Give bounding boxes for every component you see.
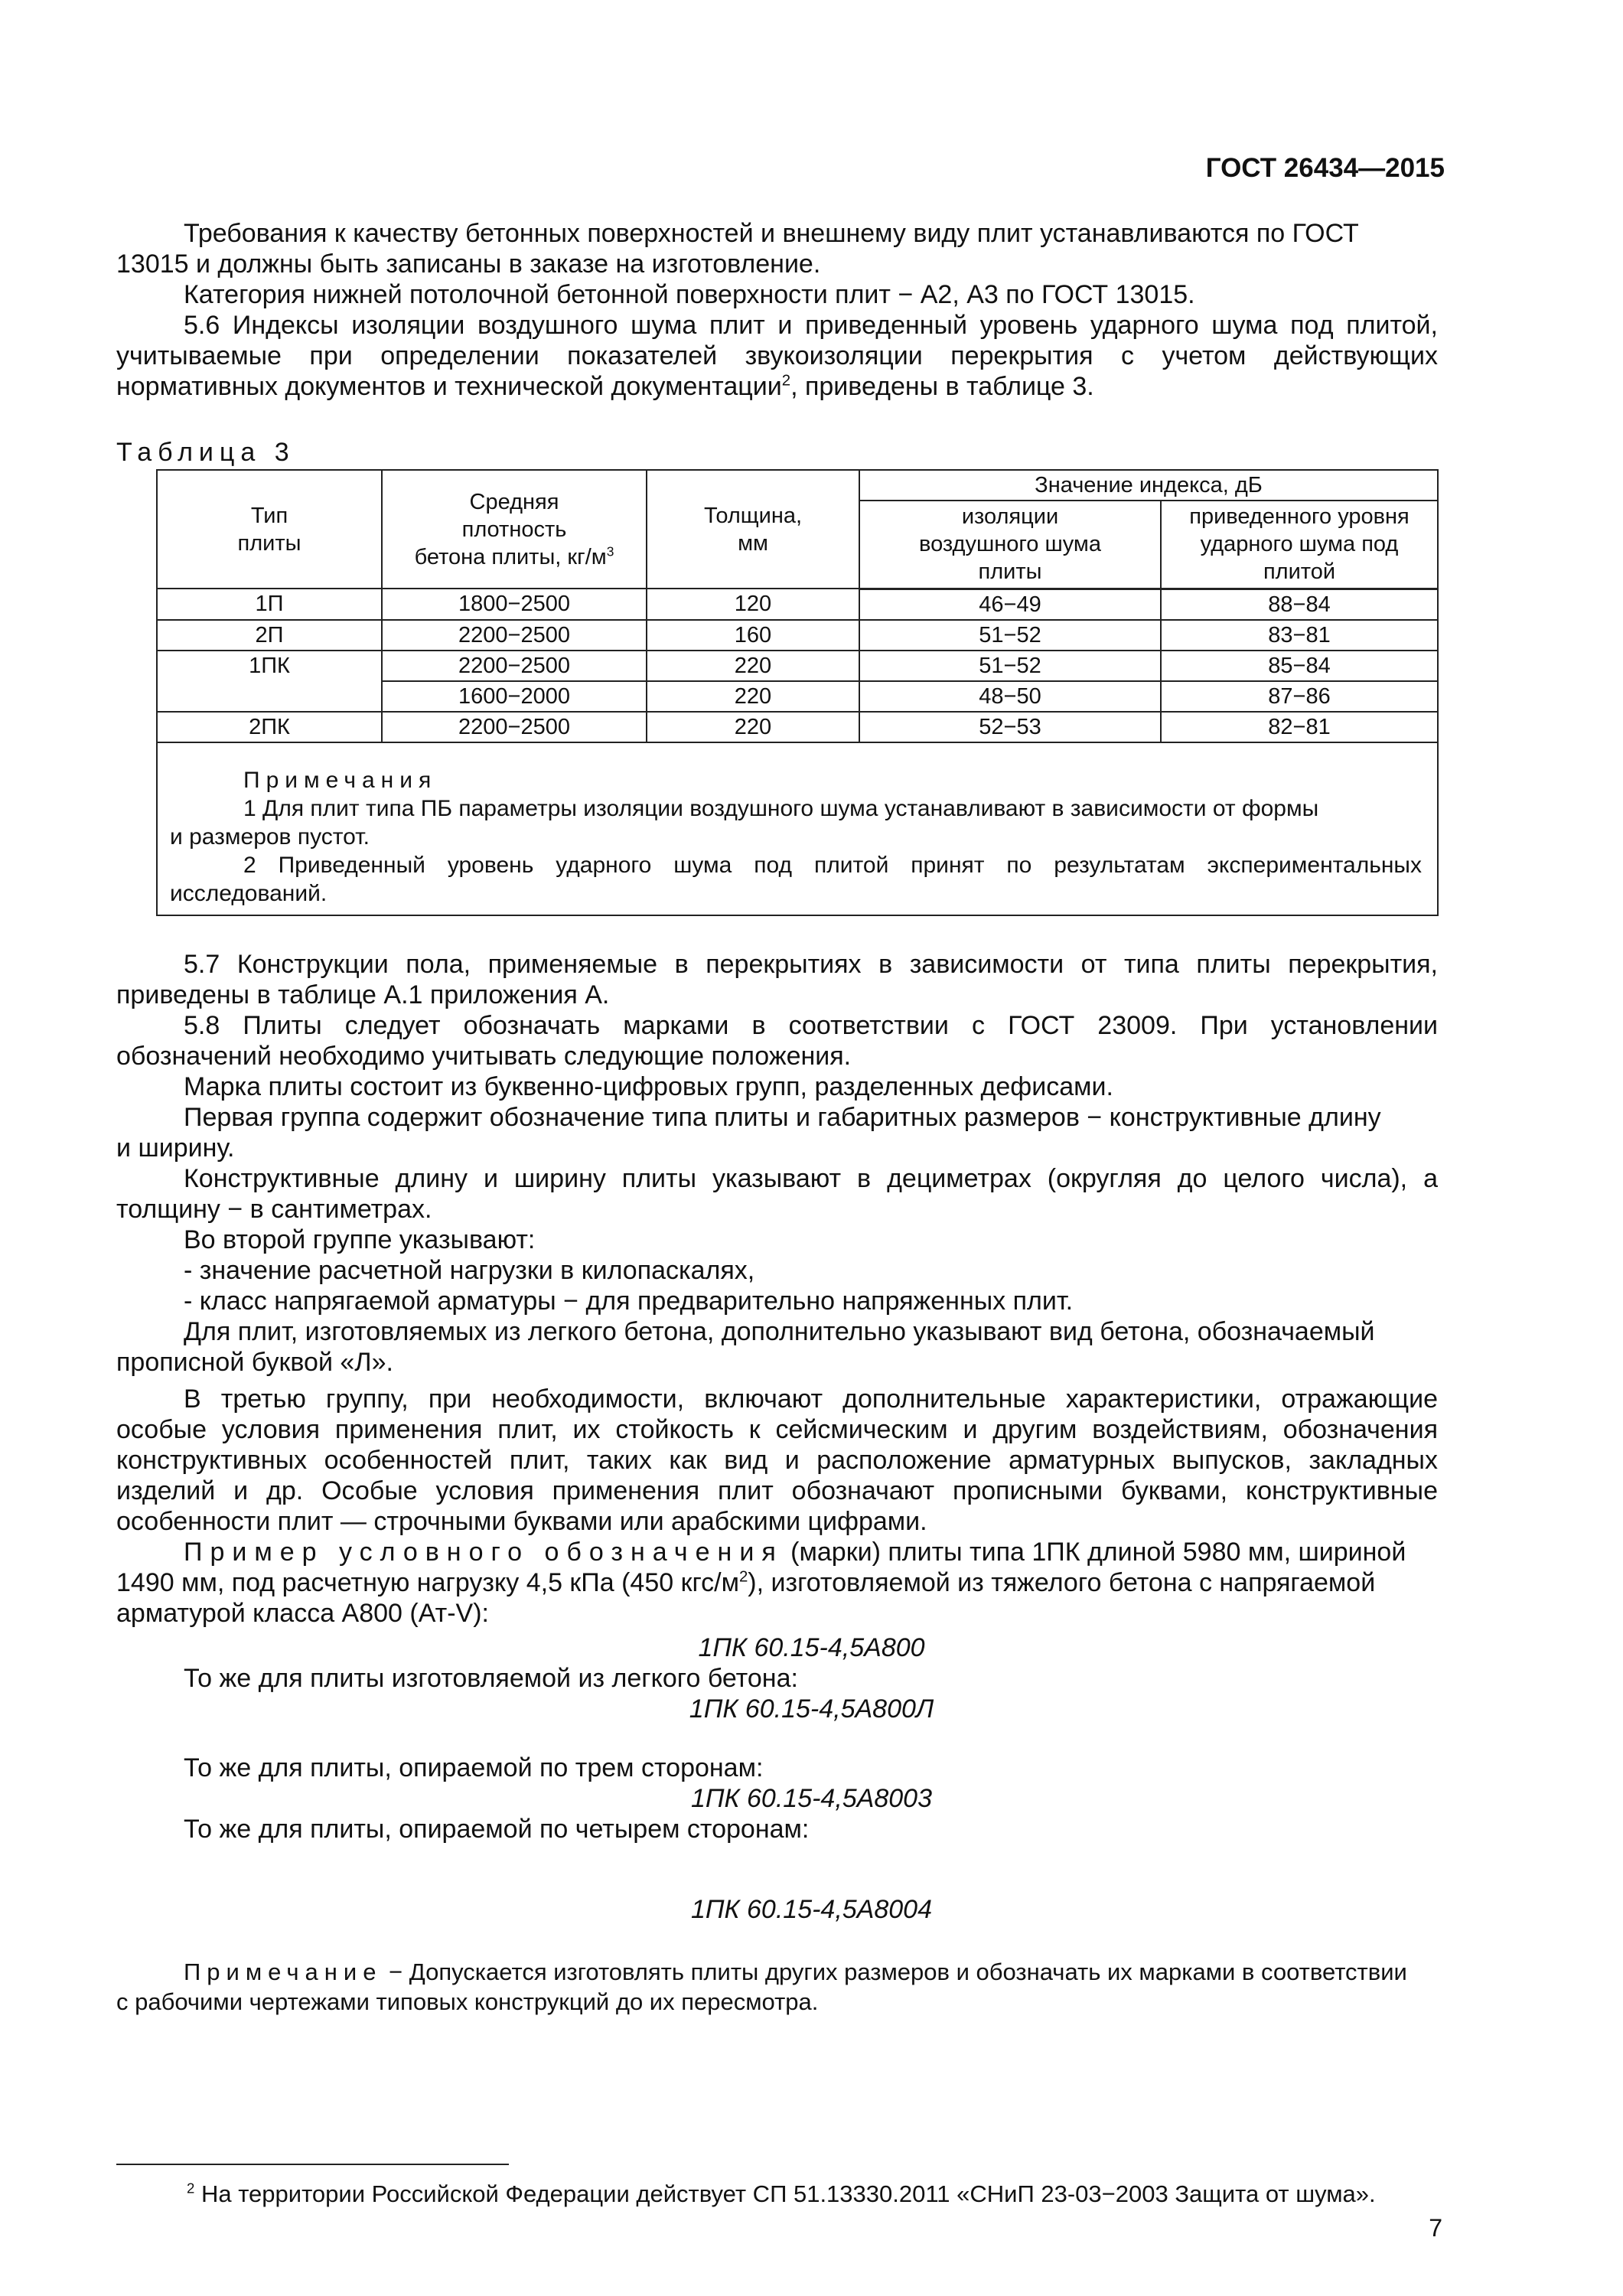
- note-2-line1: 2 Приведенный уровень ударного шума под плитой принят по результатам экспериментальных: [243, 852, 1422, 878]
- same-four: То же для плиты, опираемой по четырем сторонам:: [184, 1815, 810, 1844]
- col-header-impact: приведенного уровня ударного шума под плитой: [1161, 501, 1438, 589]
- mark-example-3: 1ПК 60.15-4,5А8003: [690, 1784, 932, 1813]
- document-header: ГОСТ 26434—2015: [1205, 153, 1445, 183]
- table-row: 1ПК 2200−2500 220 51−52 85−84: [157, 651, 1438, 681]
- p-third-line5: особенности плит — строчными буквами или арабскими цифрами.: [116, 1507, 927, 1536]
- s57-line2: приведены в таблице А.1 приложения А.: [116, 980, 610, 1009]
- note-line1: Примечание − Допускается изготовлять плиты других размеров и обозначать их марками в соответствии: [184, 1958, 1407, 1985]
- table-3: [156, 469, 1439, 916]
- intro-p1-line1: Требования к качеству бетонных поверхностей и внешнему виду плит устанавливаются по ГОСТ: [184, 219, 1359, 248]
- note-1-line2: и размеров пустот.: [170, 823, 370, 850]
- table-row: 2П 2200−2500 160 51−52 83−81: [157, 620, 1438, 651]
- p-first-line2: и ширину.: [116, 1133, 235, 1163]
- intro-p3-line3: нормативных документов и технической документации$^2$, приведены в таблице 3.: [116, 372, 1094, 401]
- p-third-line2: особые условия применения плит, их стойкость к сейсмическим и другим воздействиям, обозначения: [116, 1415, 1438, 1444]
- p-second: Во второй группе указывают:: [184, 1225, 536, 1254]
- p-light-line1: Для плит, изготовляемых из легкого бетона, дополнительно указывают вид бетона, обозначаемый: [184, 1317, 1375, 1346]
- list-item-1: - значение расчетной нагрузки в килопаскалях,: [184, 1256, 755, 1285]
- same-light: То же для плиты изготовляемой из легкого бетона:: [184, 1664, 798, 1693]
- p-first-line1: Первая группа содержит обозначение типа плиты и габаритных размеров − конструктивные длину: [184, 1103, 1381, 1132]
- intro-p3-line2: учитываемые при определении показателей звукоизоляции перекрытия с учетом действующих: [116, 341, 1438, 370]
- col-header-index-group: Значение индекса, дБ: [859, 470, 1438, 501]
- s58-line2: обозначений необходимо учитывать следующие положения.: [116, 1042, 852, 1071]
- notes-title: Примечания: [243, 767, 438, 793]
- s58-line1: 5.8 Плиты следует обозначать марками в соответствии с ГОСТ 23009. При установлении: [184, 1011, 1438, 1040]
- mark-example-1: 1ПК 60.15-4,5А800: [698, 1633, 925, 1662]
- col-header-density: Средняя плотность бетона плиты, $кг/м^3$: [382, 470, 647, 589]
- mark-example-4: 1ПК 60.15-4,5А8004: [690, 1895, 932, 1924]
- p-third-line4: изделий и др. Особые условия применения плит обозначают прописными буквами, конструктивные: [116, 1476, 1438, 1505]
- s57-line1: 5.7 Конструкции пола, применяемые в перекрытиях в зависимости от типа плиты перекрытия,: [184, 950, 1438, 979]
- intro-p1-line2: 13015 и должны быть записаны в заказе на изготовление.: [116, 249, 821, 279]
- list-item-2: - класс напрягаемой арматуры − для предварительно напряженных плит.: [184, 1287, 1074, 1316]
- table-notes: [157, 742, 1438, 915]
- footnote-rule: [116, 2164, 509, 2165]
- p-third-line1: В третью группу, при необходимости, включают дополнительные характеристики, отражающие: [184, 1384, 1438, 1414]
- table-row: 1600−2000 220 48−50 87−86: [157, 681, 1438, 712]
- example-line3: арматурой класса А800 (Ат-V):: [116, 1599, 489, 1628]
- col-header-thickness: Толщина, мм: [647, 470, 859, 589]
- mark-example-2: 1ПК 60.15-4,5А800Л: [689, 1694, 934, 1724]
- footnote: $^2$ На территории Российской Федерации действует СП 51.13330.2011 «СНиП 23-03−2003 Защита от шума».: [187, 2180, 1376, 2207]
- table-caption: Таблица 3: [116, 438, 295, 467]
- page-number: 7: [1429, 2214, 1442, 2242]
- p-third-line3: конструктивных особенностей плит, таких как вид и расположение арматурных выпусков, закладных: [116, 1446, 1438, 1475]
- example-line1: Пример условного обозначения (марки) плиты типа 1ПК длиной 5980 мм, шириной: [184, 1538, 1406, 1567]
- table-row: 1П 1800−2500 120 46−49 88−84: [157, 589, 1438, 620]
- note-1-line1: 1 Для плит типа ПБ параметры изоляции воздушного шума устанавливают в зависимости от формы: [243, 795, 1319, 821]
- p-mark: Марка плиты состоит из буквенно-цифровых групп, разделенных дефисами.: [184, 1072, 1113, 1101]
- example-line2: 1490 мм, под расчетную нагрузку 4,5 кПа (450 кгс/$м^2$), изготовляемой из тяжелого бетона с напрягаемой: [116, 1568, 1376, 1597]
- p-light-line2: прописной буквой «Л».: [116, 1348, 393, 1377]
- same-three: То же для плиты, опираемой по трем сторонам:: [184, 1753, 764, 1782]
- col-header-type: Тип плиты: [157, 470, 382, 589]
- p-dims-line1: Конструктивные длину и ширину плиты указывают в дециметрах (округляя до целого числа), а: [184, 1164, 1438, 1193]
- intro-p3-line1: 5.6 Индексы изоляции воздушного шума плит и приведенный уровень ударного шума под плитой,: [184, 311, 1438, 340]
- footnote-ref: 2: [781, 372, 791, 390]
- intro-p2: Категория нижней потолочной бетонной поверхности плит − А2, А3 по ГОСТ 13015.: [184, 280, 1195, 309]
- p-dims-line2: толщину − в сантиметрах.: [116, 1195, 432, 1224]
- note-line2: с рабочими чертежами типовых конструкций до их пересмотра.: [116, 1988, 819, 2015]
- note-2-line2: исследований.: [170, 880, 328, 906]
- table-row: 2ПК 2200−2500 220 52−53 82−81: [157, 712, 1438, 742]
- col-header-airborne: изоляции воздушного шума плиты: [859, 501, 1161, 589]
